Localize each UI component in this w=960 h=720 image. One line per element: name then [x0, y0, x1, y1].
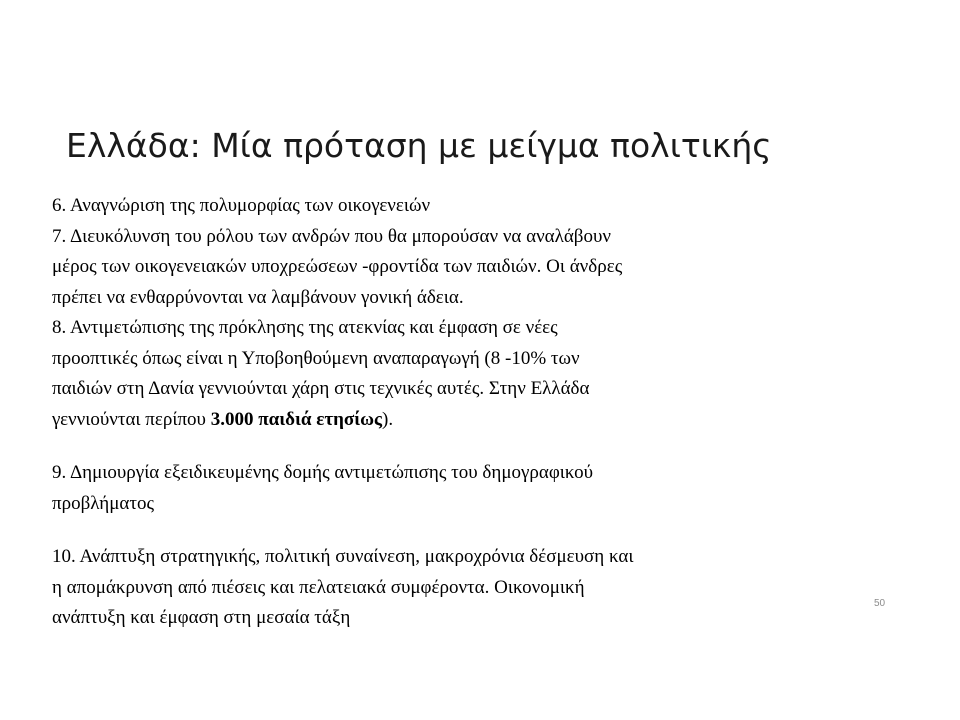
item-7: [52, 222, 852, 314]
item-8-line-1: 8. Αντιμετώπισης της πρόκλησης της ατεκνίας και έμφαση σε νέες: [52, 317, 558, 338]
item-8-line-3: παιδιών στη Δανία γεννιούνται χάρη στις τεχνικές αυτές. Στην Ελλάδα: [52, 378, 590, 399]
item-9-line-1: 9. Δημιουργία εξειδικευμένης δομής αντιμετώπισης του δημογραφικού: [52, 462, 593, 483]
item-9-line-2: προβλήματος: [52, 492, 155, 514]
item-9: [52, 458, 852, 519]
item-10-line-3: ανάπτυξη και έμφαση στη μεσαία τάξη: [52, 607, 351, 628]
item-10-line-2: η απομάκρυνση από πιέσεις και πελατειακά συμφέροντα. Οικονομική: [52, 576, 585, 598]
item-8-line-2: προοπτικές όπως είναι η Υποβοηθούμενη αναπαραγωγή (8 -10% των: [52, 347, 580, 369]
paragraph-gap: [52, 519, 852, 542]
slide-body: [52, 191, 852, 634]
item-8-line-4-text: γεννιούνται περίπου: [52, 408, 211, 430]
item-7-line-2: μέρος των οικογενειακών υποχρεώσεων -φροντίδα των παιδιών. Οι άνδρες: [52, 256, 623, 277]
item-6: [52, 191, 852, 222]
births-per-year-highlight: 3.000 παιδιά ετησίως: [210, 408, 383, 430]
item-8: [52, 313, 852, 435]
page-number: 50: [874, 598, 886, 609]
item-7-line-1: 7. Διευκόλυνση του ρόλου των ανδρών που θα μπορούσαν να αναλάβουν: [52, 225, 611, 247]
item-8-line-4: [52, 405, 852, 436]
item-7-line-3: πρέπει να ενθαρρύνονται να λαμβάνουν γονική άδεια.: [52, 286, 464, 308]
paragraph-gap: [52, 435, 852, 458]
item-10: [52, 542, 852, 634]
slide-title: Ελλάδα: Μία πρόταση με μείγμα πολιτικής: [66, 126, 772, 165]
item-10-line-1: 10. Ανάπτυξη στρατηγικής, πολιτική συναίνεση, μακροχρόνια δέσμευση και: [52, 546, 634, 567]
item-6-line-1: 6. Αναγνώριση της πολυμορφίας των οικογενειών: [52, 195, 431, 216]
item-8-line-4-end: ).: [382, 408, 394, 430]
